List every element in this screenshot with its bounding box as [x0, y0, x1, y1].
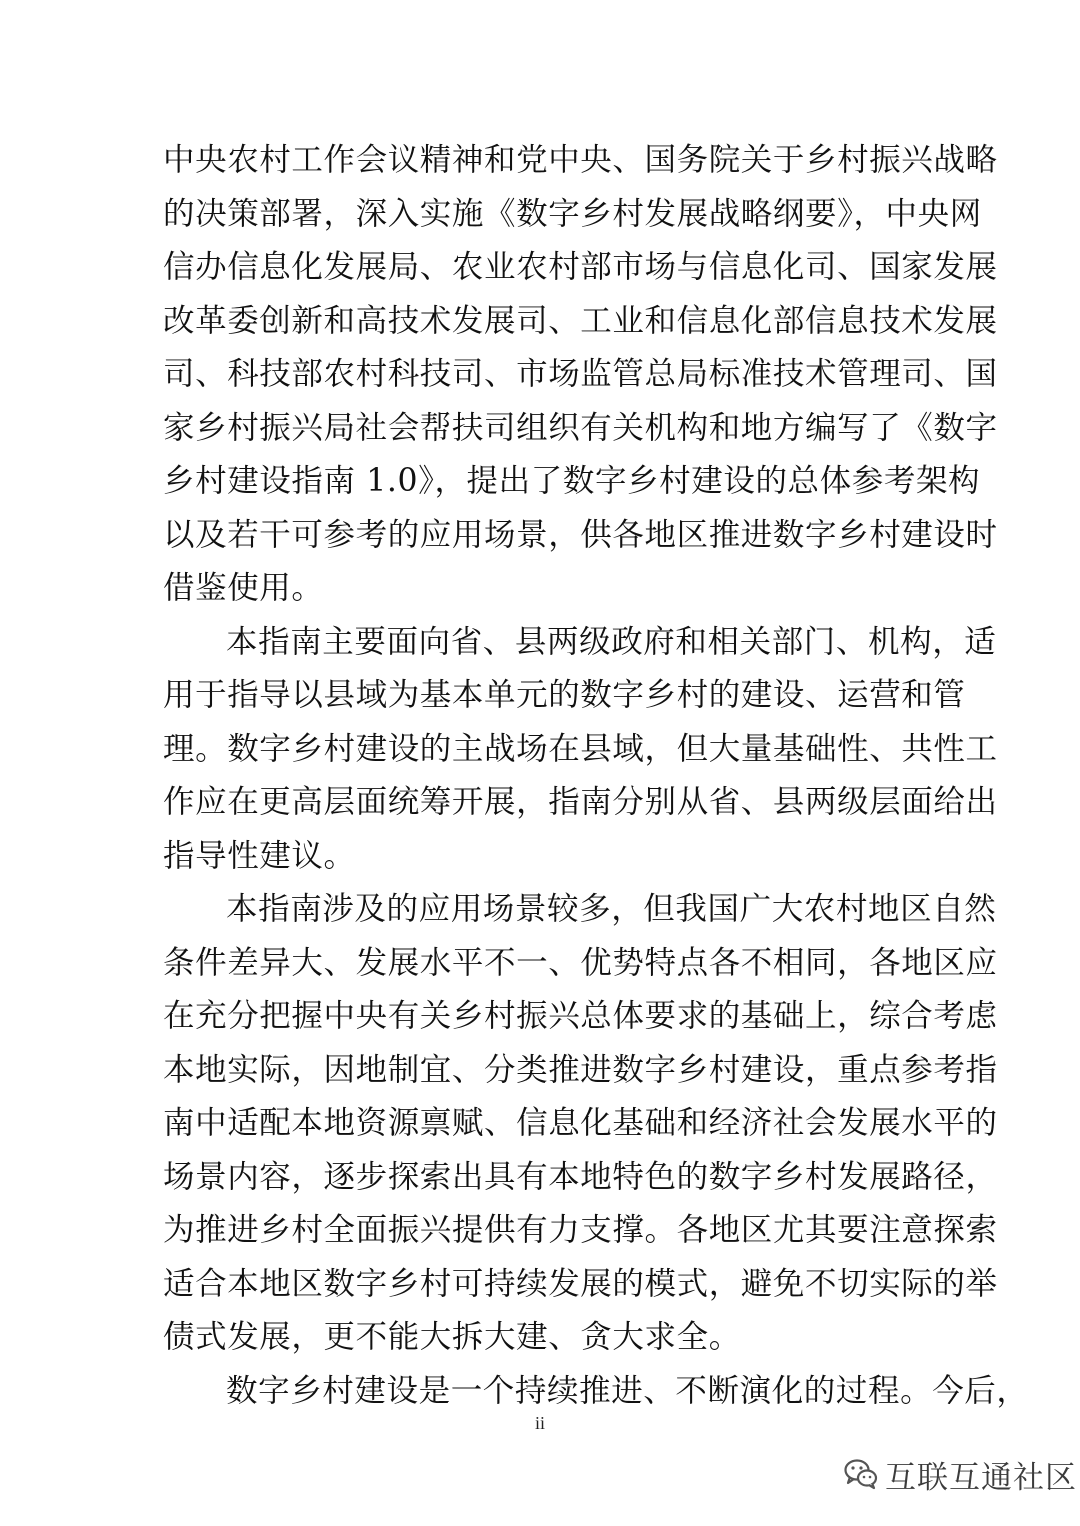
wechat-icon [843, 1458, 879, 1490]
text-line: 南中适配本地资源禀赋、信息化基础和经济社会发展水平的 [163, 1105, 998, 1141]
paragraph-first-line: 本指南主要面向省、县两级政府和相关部门、机构，适 [226, 623, 997, 660]
text-line: 中央农村工作会议精神和党中央、国务院关于乡村振兴战略 [163, 142, 998, 178]
text-line: 司、科技部农村科技司、市场监管总局标准技术管理司、国 [163, 356, 998, 392]
text-line: 指导性建议。 [163, 837, 356, 874]
text-line: 信办信息化发展局、农业农村部市场与信息化司、国家发展 [163, 249, 998, 285]
text-line: 乡村建设指南 1.0》，提出了数字乡村建设的总体参考架构 [163, 463, 981, 499]
paragraph-first-line: 数字乡村建设是一个持续推进、不断演化的过程。今后， [226, 1372, 1029, 1409]
text-line: 条件差异大、发展水平不一、优势特点各不相同，各地区应 [163, 944, 998, 981]
text-line: 债式发展，更不能大拆大建、贪大求全。 [163, 1319, 741, 1355]
paragraph-first-line: 本指南涉及的应用场景较多，但我国广大农村地区自然 [226, 891, 997, 927]
text-line: 适合本地区数字乡村可持续发展的模式，避免不切实际的举 [163, 1265, 998, 1302]
text-line: 为推进乡村全面振兴提供有力支撑。各地区尤其要注意探索 [163, 1212, 998, 1248]
text-line: 的决策部署，深入实施《数字乡村发展战略纲要》，中央网 [163, 195, 982, 232]
text-line: 改革委创新和高技术发展司、工业和信息化部信息技术发展 [163, 302, 998, 339]
text-line: 作应在更高层面统筹开展，指南分别从省、县两级层面给出 [163, 784, 998, 820]
text-line: 本地实际，因地制宜、分类推进数字乡村建设，重点参考指 [163, 1051, 998, 1088]
text-line: 在充分把握中央有关乡村振兴总体要求的基础上，综合考虑 [163, 998, 998, 1034]
text-line: 场景内容，逐步探索出具有本地特色的数字乡村发展路径， [163, 1158, 998, 1195]
text-line: 以及若干可参考的应用场景，供各地区推进数字乡村建设时 [163, 516, 998, 553]
watermark-text: 互联互通社区 [885, 1459, 1077, 1496]
text-line: 理。数字乡村建设的主战场在县域，但大量基础性、共性工 [163, 730, 998, 767]
text-line: 用于指导以县域为基本单元的数字乡村的建设、运营和管 [163, 677, 966, 713]
document-body [163, 134, 1029, 1418]
text-line: 家乡村振兴局社会帮扶司组织有关机构和地方编写了《数字 [163, 409, 998, 446]
text-line: 借鉴使用。 [163, 570, 324, 606]
page-number: ii [534, 1413, 545, 1433]
watermark [843, 1452, 1077, 1496]
